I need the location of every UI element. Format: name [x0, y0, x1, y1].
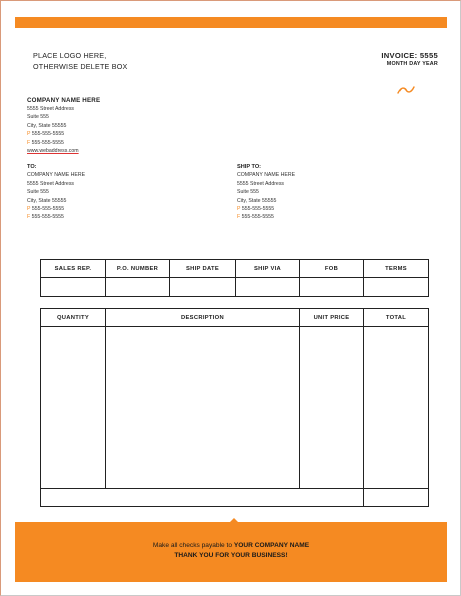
company-fax	[27, 139, 79, 147]
phone-prefix: P	[27, 206, 31, 213]
header-total: TOTAL	[385, 314, 407, 321]
top-accent-bar	[15, 17, 447, 28]
header-fob: FOB	[324, 265, 339, 272]
payable-prefix: Make all checks payable to	[152, 542, 233, 549]
ship-to-phone	[237, 205, 295, 213]
company-address	[27, 105, 79, 155]
fax-value: 555-555-5555	[31, 214, 64, 221]
phone-value: 555-555-5555	[31, 206, 65, 213]
unit-price-column-cell[interactable]	[300, 327, 363, 488]
header-ship-via: SHIP VIA	[253, 265, 282, 272]
notes-cell[interactable]	[41, 489, 363, 506]
ship-to-fax	[237, 213, 295, 221]
phone-value: 555-555-5555	[31, 131, 65, 138]
fax-prefix: F	[27, 139, 31, 146]
company-suite: Suite 555	[27, 114, 49, 121]
company-city: City, State 55555	[27, 122, 67, 129]
to-phone	[27, 205, 85, 213]
fax-value: 555-555-5555	[241, 214, 274, 221]
fax-prefix: F	[237, 214, 241, 221]
logo-line-2: OTHERWISE DELETE BOX	[33, 62, 128, 71]
fax-value: 555-555-5555	[31, 139, 64, 146]
header-po-number: P.O. NUMBER	[116, 265, 159, 272]
to-suite: Suite 555	[27, 189, 49, 196]
order-info-table	[40, 259, 429, 297]
bill-to-block	[27, 163, 85, 222]
footer-payable-line	[15, 542, 447, 549]
logo-placeholder[interactable]	[33, 50, 128, 72]
phone-value: 555-555-5555	[241, 206, 275, 213]
company-name: COMPANY NAME HERE	[27, 97, 101, 104]
fob-cell[interactable]	[300, 278, 363, 296]
phone-prefix: P	[27, 131, 31, 138]
ship-to-name: COMPANY NAME HERE	[237, 172, 296, 179]
payable-company: YOUR COMPANY NAME	[233, 542, 310, 549]
header-ship-date: SHIP DATE	[185, 265, 220, 272]
logo-line-1: PLACE LOGO HERE,	[33, 51, 107, 60]
po-number-cell[interactable]	[106, 278, 169, 296]
header-quantity: QUANTITY	[56, 314, 90, 321]
terms-cell[interactable]	[364, 278, 428, 296]
ship-to-suite: Suite 555	[237, 189, 259, 196]
company-website-link[interactable]: www.webaddress.com	[27, 148, 79, 155]
line-items-table	[40, 308, 429, 507]
ship-to-block	[237, 163, 295, 222]
to-street: 5555 Street Address	[27, 180, 75, 187]
phone-prefix: P	[237, 206, 241, 213]
ship-to-city: City, State 55555	[237, 197, 277, 204]
sales-rep-cell[interactable]	[41, 278, 105, 296]
grand-total-cell[interactable]	[364, 489, 428, 506]
ship-via-cell[interactable]	[236, 278, 299, 296]
invoice-number: INVOICE: 5555	[381, 51, 438, 60]
to-city: City, State 55555	[27, 197, 67, 204]
invoice-date: MONTH DAY YEAR	[386, 61, 438, 67]
to-label: TO:	[27, 164, 37, 170]
company-phone	[27, 130, 79, 138]
quantity-column-cell[interactable]	[41, 327, 105, 488]
header-description: DESCRIPTION	[181, 314, 224, 321]
to-name: COMPANY NAME HERE	[27, 172, 86, 179]
header-sales-rep: SALES REP.	[54, 265, 92, 272]
footer-thank-you: THANK YOU FOR YOUR BUSINESS!	[174, 552, 288, 559]
company-street: 5555 Street Address	[27, 106, 75, 112]
ship-date-cell[interactable]	[170, 278, 235, 296]
swoosh-icon	[397, 85, 415, 95]
total-column-cell[interactable]	[364, 327, 428, 488]
ship-to-label: SHIP TO:	[237, 164, 262, 170]
header-unit-price: UNIT PRICE	[313, 314, 350, 321]
fax-prefix: F	[27, 214, 31, 221]
ship-to-street: 5555 Street Address	[237, 180, 285, 187]
to-fax	[27, 213, 85, 221]
description-column-cell[interactable]	[106, 327, 299, 488]
header-terms: TERMS	[385, 265, 407, 272]
